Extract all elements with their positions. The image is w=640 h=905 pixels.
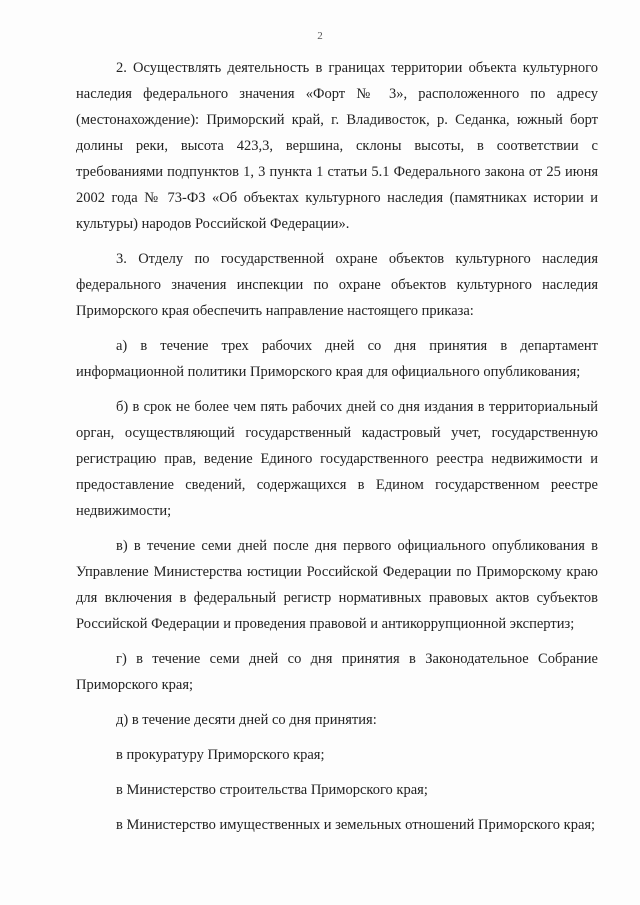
recipient-prosecutor: в прокуратуру Приморского края; (116, 747, 325, 763)
recipient-construction-ministry: в Министерство строительства Приморского края; (116, 782, 428, 798)
page-number: 2 (317, 30, 323, 42)
recipient-property-ministry: в Министерство имущественных и земельных отношений Приморского края; (116, 817, 596, 833)
paragraph-subitem-a: а) в течение трех рабочих дней со дня принятия в департамент информационной политики Приморского края для официального опубликования; (76, 338, 598, 380)
paragraph-subitem-g: г) в течение семи дней со дня принятия в Законодательное Собрание Приморского края; (76, 651, 598, 693)
paragraph-subitem-d: д) в течение десяти дней со дня принятия: (116, 712, 377, 728)
paragraph-item-3: 3. Отделу по государственной охране объектов культурного наследия федерального значения инспекции по охране объектов культурного наследия Приморского края обеспечить направление настоящего приказа: (76, 251, 598, 319)
paragraph-item-2: 2. Осуществлять деятельность в границах территории объекта культурного наследия федерального значения «Форт № 3», расположенного по адресу (местонахождение): Приморский край, г. Владивосток, р. Седанка, южный борт долины реки, высота 423,3, вершина, склоны высоты, в соответствии с требованиями подпунктов 1, 3 пункта 1 статьи 5.1 Федерального закона от 25 июня 2002 года № 73-ФЗ «Об объектах культурного наследия (памятниках истории и культуры) народов Российской Федерации». (76, 60, 598, 232)
paragraph-subitem-b: б) в срок не более чем пять рабочих дней со дня издания в территориальный орган, осуществляющий государственный кадастровый учет, государственную регистрацию прав, ведение Единого государственного реестра недвижимости и предоставление сведений, содержащихся в Едином государственном реестре недвижимости; (76, 399, 598, 519)
paragraph-subitem-v: в) в течение семи дней после дня первого официального опубликования в Управление Министерства юстиции Российской Федерации по Приморскому краю для включения в федеральный регистр нормативных правовых актов субъектов Российской Федерации и проведения правовой и антикоррупционной экспертиз; (76, 538, 598, 632)
document-body (76, 55, 598, 838)
